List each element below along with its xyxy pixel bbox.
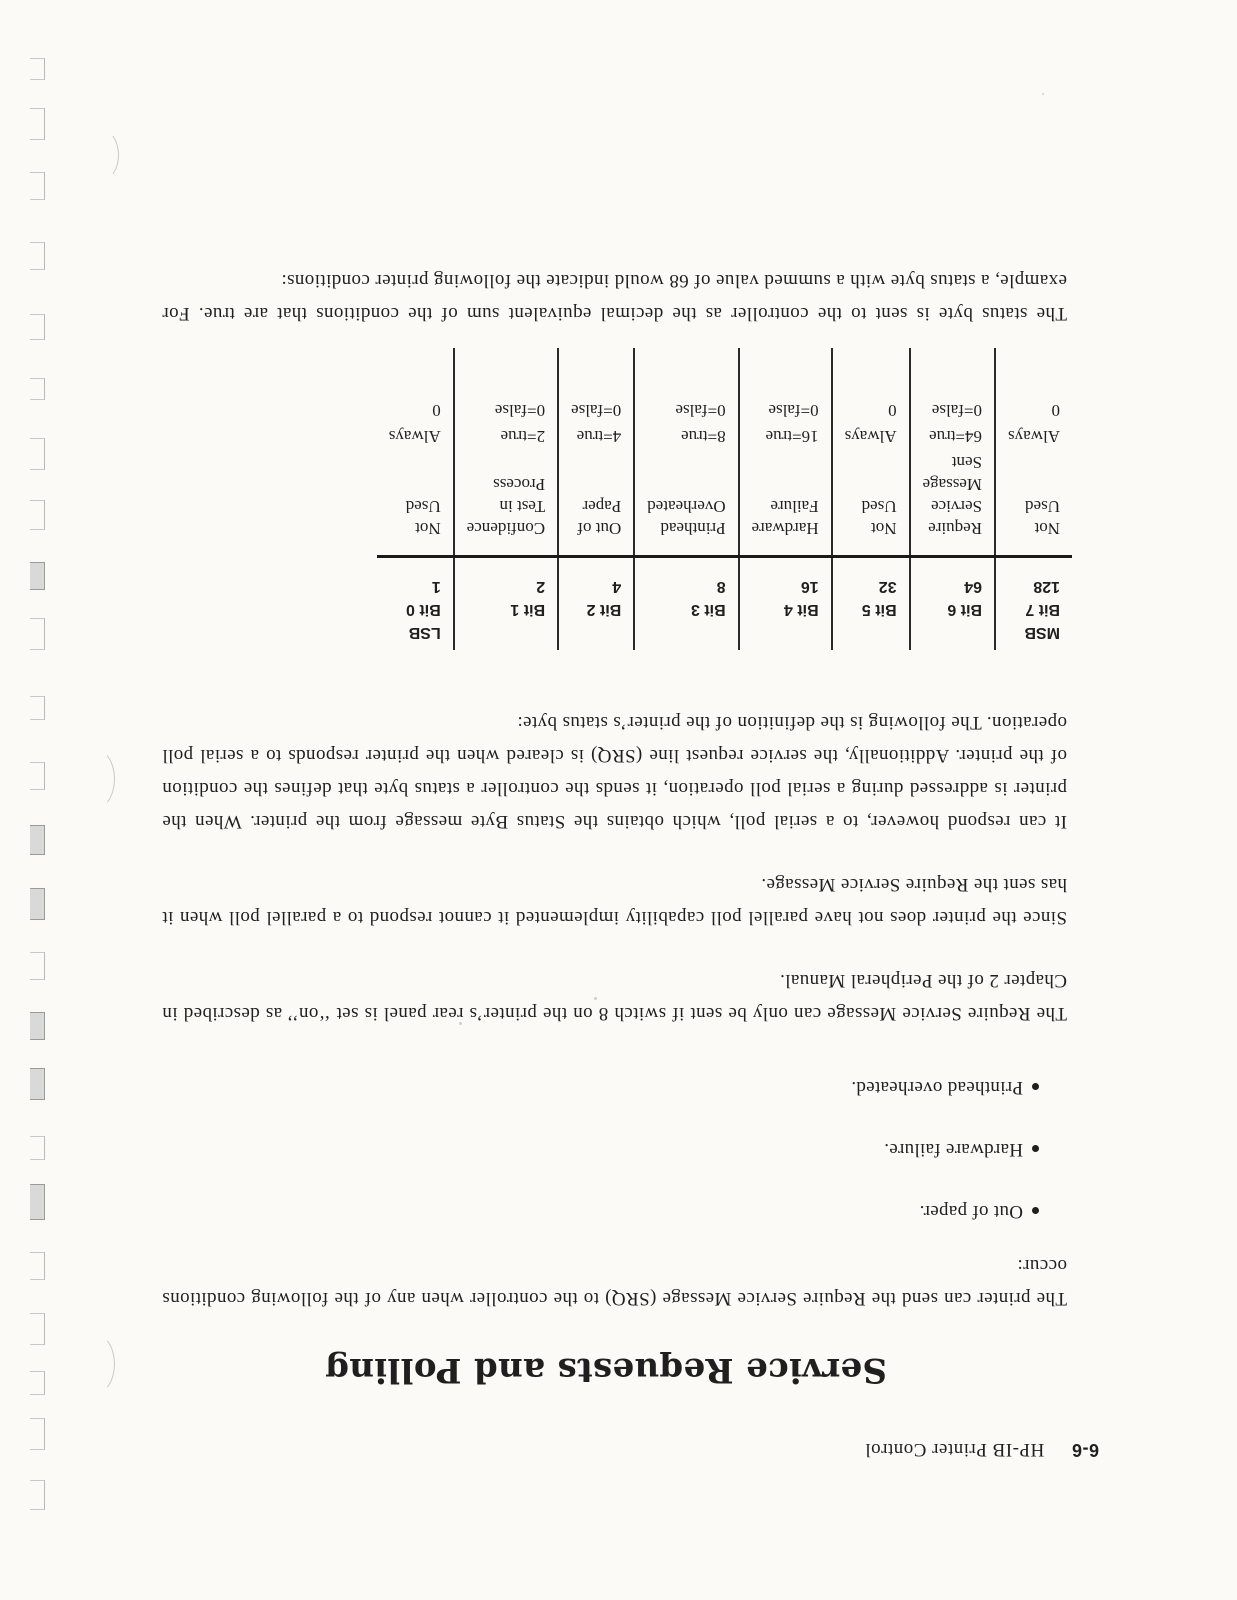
bit-weight: 1: [431, 578, 441, 595]
cell-line: Not: [871, 519, 897, 538]
table-cell-bit2: [558, 348, 634, 557]
column-header-bit0: [377, 557, 454, 651]
condition-text: Hardware failure.: [883, 1139, 1023, 1160]
msb-label: MSB: [1024, 624, 1060, 641]
list-item: [851, 1098, 1039, 1160]
scan-arc-mark: [87, 130, 119, 180]
running-header: [865, 1438, 1099, 1460]
scan-arc-mark: [73, 1333, 115, 1395]
table-cell-bit3: [634, 348, 738, 557]
binder-hole-tab: [30, 1012, 45, 1040]
binder-hole-tab: [30, 378, 45, 400]
binder-hole-tab: [30, 58, 45, 80]
true-value: Always: [388, 427, 441, 446]
binder-hole-tab: [30, 952, 45, 980]
intro-paragraph: The printer can send the Require Service Message (SRQ) to the controller when any of the following conditions occur:: [162, 1255, 1067, 1309]
true-value: Always: [844, 427, 897, 446]
table-cell-bit5: [832, 348, 910, 557]
bit-weight: 32: [878, 578, 897, 595]
bit-label: Bit 7: [1025, 601, 1060, 618]
chapter-title: HP-IB Printer Control: [864, 1439, 1045, 1460]
cell-line: Require: [928, 519, 983, 538]
cell-line: Used: [861, 497, 897, 516]
true-value: 4=true: [576, 427, 622, 446]
cell-line: Used: [405, 497, 441, 516]
binder-hole-tab: [30, 562, 45, 590]
binder-hole-tab: [30, 500, 45, 530]
list-item: [851, 1160, 1039, 1222]
true-value: 64=true: [929, 427, 983, 446]
binder-hole-tab: [30, 825, 45, 855]
bit-weight: 4: [612, 578, 622, 595]
parallel-poll-paragraph: Since the printer does not have parallel poll capability implemented it cannot respond to a parallel poll when it has sent the Require Service Message.: [162, 874, 1067, 928]
false-value: 0=false: [768, 401, 819, 420]
table-row: [377, 348, 1072, 557]
table-cell-bit6: [910, 348, 995, 557]
binder-hole-tab: [30, 1136, 45, 1160]
bullet-icon: [1032, 1207, 1039, 1214]
binder-hole-tab: [30, 696, 45, 720]
cell-line: Failure: [770, 497, 819, 516]
cell-line: Service: [931, 497, 983, 516]
bit-label: Bit 6: [947, 601, 983, 618]
false-value: 0: [432, 401, 441, 420]
cell-line: Not: [1034, 519, 1060, 538]
binder-hole-tab: [30, 1418, 45, 1450]
binder-hole-tab: [30, 888, 45, 920]
bit-weight: 8: [716, 578, 726, 595]
binder-hole-tab: [30, 1252, 45, 1280]
bit-label: Bit 2: [586, 601, 622, 618]
table-cell-bit1: [454, 348, 558, 557]
bit-label: Bit 0: [406, 601, 441, 618]
column-header-bit3: [634, 557, 738, 651]
binder-hole-tab: [30, 1371, 45, 1395]
binder-hole-tab: [30, 1313, 45, 1345]
switch-paragraph: The Require Service Message can only be sent if switch 8 on the printer’s rear panel is set ‘‘on’’ as described in Chapter 2 of the Peripheral Manual.: [162, 970, 1067, 1024]
binder-hole-tab: [30, 438, 45, 470]
table-cell-bit7: [995, 348, 1072, 557]
false-value: 0: [1051, 401, 1060, 420]
bit-label: Bit 1: [510, 601, 546, 618]
binder-hole-tab: [30, 108, 45, 140]
condition-text: Out of paper.: [919, 1201, 1023, 1222]
binder-hole-tab: [30, 314, 45, 340]
cell-line: Sent: [951, 453, 983, 472]
section-title: Service Requests and Polling: [324, 1350, 887, 1390]
false-value: 0=false: [675, 401, 726, 420]
column-header-bit4: [739, 557, 832, 651]
cell-line: Out of: [577, 519, 622, 538]
bit-weight: 128: [1033, 578, 1060, 595]
cell-line: Confidence: [466, 519, 546, 538]
cell-line: Message: [922, 475, 983, 494]
bit-weight: 16: [800, 578, 819, 595]
false-value: 0=false: [931, 401, 983, 420]
bit-weight: 2: [536, 578, 546, 595]
cell-line: Hardware: [751, 519, 819, 538]
binder-hole-tab: [30, 172, 45, 200]
cell-line: Overheated: [647, 497, 726, 516]
true-value: 8=true: [681, 427, 726, 446]
binder-hole-tab: [30, 1068, 45, 1100]
binder-hole-tab: [30, 1480, 45, 1510]
condition-list: [851, 1036, 1039, 1222]
closing-paragraph: The status byte is sent to the controller as the decimal equivalent sum of the conditions that are true. For example, a status byte with a summed value of 68 would indicate the following printer conditions:: [162, 270, 1067, 324]
true-value: 16=true: [765, 427, 819, 446]
table-header-row: [377, 557, 1072, 651]
scan-arc-mark: [73, 748, 115, 810]
cell-line: Printhead: [660, 519, 726, 538]
lsb-label: LSB: [408, 624, 441, 641]
cell-line: Process: [493, 475, 546, 494]
column-header-bit1: [454, 557, 558, 651]
false-value: 0=false: [494, 401, 546, 420]
binder-hole-tab: [30, 1184, 45, 1220]
table-cell-bit4: [739, 348, 832, 557]
column-header-bit2: [558, 557, 634, 651]
bullet-icon: [1032, 1083, 1039, 1090]
cell-line: Paper: [582, 497, 622, 516]
column-header-bit5: [832, 557, 910, 651]
binder-hole-tab: [30, 762, 45, 790]
binder-hole-tab: [30, 618, 45, 650]
cell-line: Test in: [499, 497, 546, 516]
cell-line: Used: [1025, 497, 1060, 516]
bit-weight: 64: [964, 578, 983, 595]
false-value: 0=false: [571, 401, 622, 420]
status-byte-table: [377, 348, 1072, 650]
true-value: Always: [1008, 427, 1060, 446]
false-value: 0: [888, 401, 897, 420]
bit-label: Bit 3: [690, 601, 726, 618]
bullet-icon: [1032, 1145, 1039, 1152]
condition-text: Printhead overheated.: [851, 1077, 1023, 1098]
table-cell-bit0: [377, 348, 454, 557]
serial-poll-paragraph: It can respond however, to a serial poll, which obtains the Status Byte message from the printer. When the printer is addressed during a serial poll operation, it sends the controller a status byte that defines the condition of the printer. Additionally, the service request line (SRQ) is cleared when the printer responds to a serial poll operation. The following is the definition of the printer’s status byte:: [162, 712, 1067, 832]
binder-hole-tab: [30, 242, 45, 270]
bit-label: Bit 5: [861, 601, 897, 618]
scan-speck: [1042, 93, 1044, 95]
column-header-bit6: [910, 557, 995, 651]
cell-line: Not: [415, 519, 441, 538]
list-item: [851, 1036, 1039, 1098]
bit-label: Bit 4: [783, 601, 819, 618]
column-header-bit7: [995, 557, 1072, 651]
true-value: 2=true: [500, 427, 546, 446]
page-number: 6-6: [1071, 1440, 1099, 1460]
